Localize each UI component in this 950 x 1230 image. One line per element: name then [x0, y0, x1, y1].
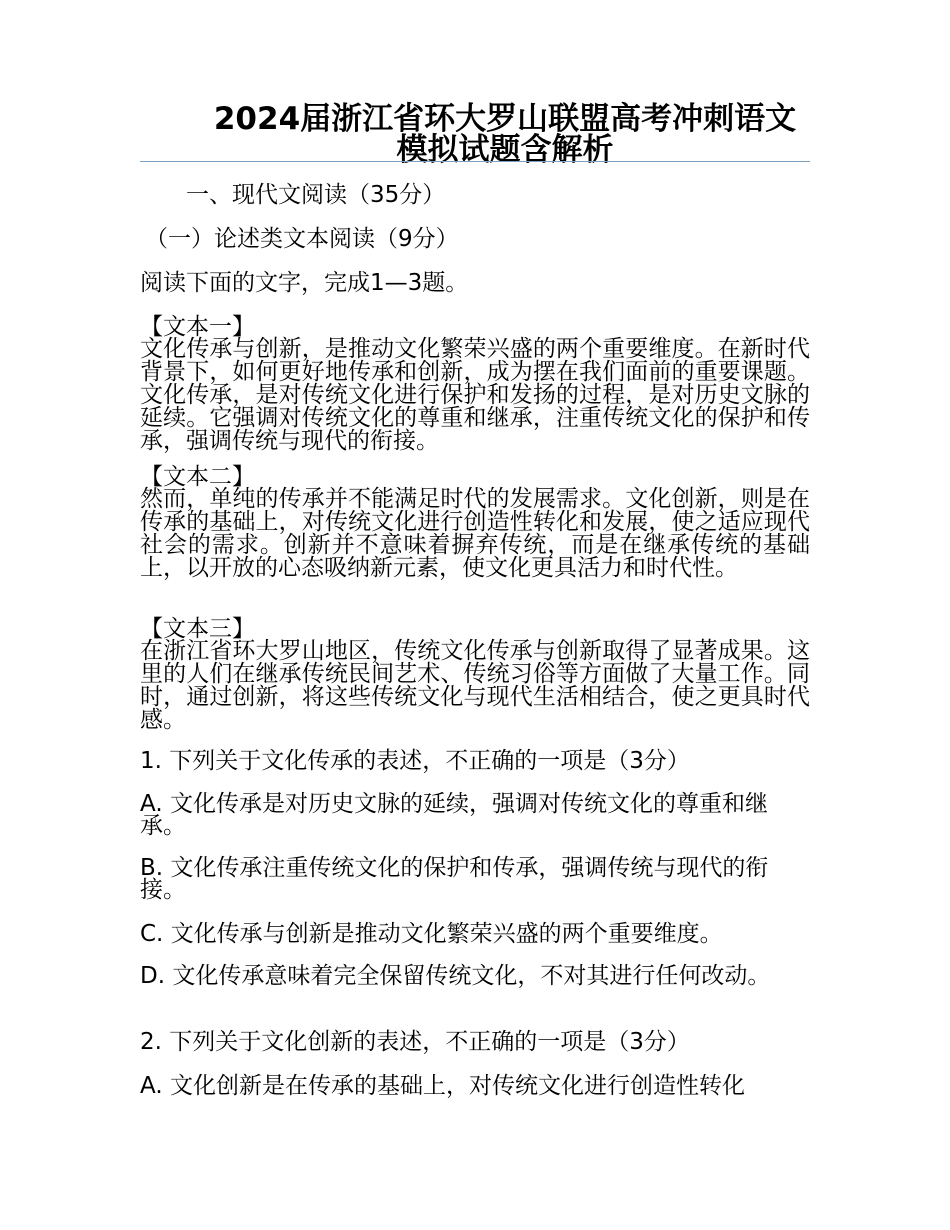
question-1-option-b: B. 文化传承注重传统文化的保护和传承，强调传统与现代的衔接。 — [140, 855, 769, 903]
text1-body: 文化传承与创新，是推动文化繁荣兴盛的两个重要维度。在新时代背景下，如何更好地传承和创新，成为摆在我们面前的重要课题。文化传承，是对传统文化进行保护和发扬的过程，是对历史文脉的延续。它强调对传统文化的尊重和继承，注重传统文化的保护和传承，强调传统与现代的衔接。 — [140, 336, 810, 454]
title-divider — [140, 161, 810, 162]
subsection-heading: （一）论述类文本阅读（9分） — [145, 226, 459, 252]
question-1-stem: 1. 下列关于文化传承的表述，不正确的一项是（3分） — [140, 748, 690, 774]
text3-label: 【文本三】 — [140, 616, 255, 642]
text2-label: 【文本二】 — [140, 464, 255, 490]
text3-body: 在浙江省环大罗山地区，传统文化传承与创新取得了显著成果。这里的人们在继承传统民间艺术、传统习俗等方面做了大量工作。同时，通过创新，将这些传统文化与现代生活相结合，使之更具时代感。 — [140, 638, 810, 733]
section-heading: 一、现代文阅读（35分） — [186, 182, 446, 208]
question-2-option-a: A. 文化创新是在传承的基础上，对传统文化进行创造性转化 — [140, 1073, 745, 1099]
document-title: 2024届浙江省环大罗山联盟高考冲刺语文模拟试题含解析 — [213, 101, 797, 168]
question-1-option-a: A. 文化传承是对历史文脉的延续，强调对传统文化的尊重和继承。 — [140, 791, 768, 839]
text1-label: 【文本一】 — [140, 314, 255, 340]
question-1-option-d: D. 文化传承意味着完全保留传统文化，不对其进行任何改动。 — [140, 963, 771, 989]
question-1-option-c: C. 文化传承与创新是推动文化繁荣兴盛的两个重要维度。 — [140, 921, 723, 947]
question-2-stem: 2. 下列关于文化创新的表述，不正确的一项是（3分） — [140, 1029, 690, 1055]
instruction-text: 阅读下面的文字，完成1—3题。 — [140, 270, 469, 296]
text2-body: 然而，单纯的传承并不能满足时代的发展需求。文化创新，则是在传承的基础上，对传统文化进行创造性转化和发展，使之适应现代社会的需求。创新并不意味着摒弃传统，而是在继承传统的基础上，以开放的心态吸纳新元素，使文化更具活力和时代性。 — [140, 486, 810, 581]
